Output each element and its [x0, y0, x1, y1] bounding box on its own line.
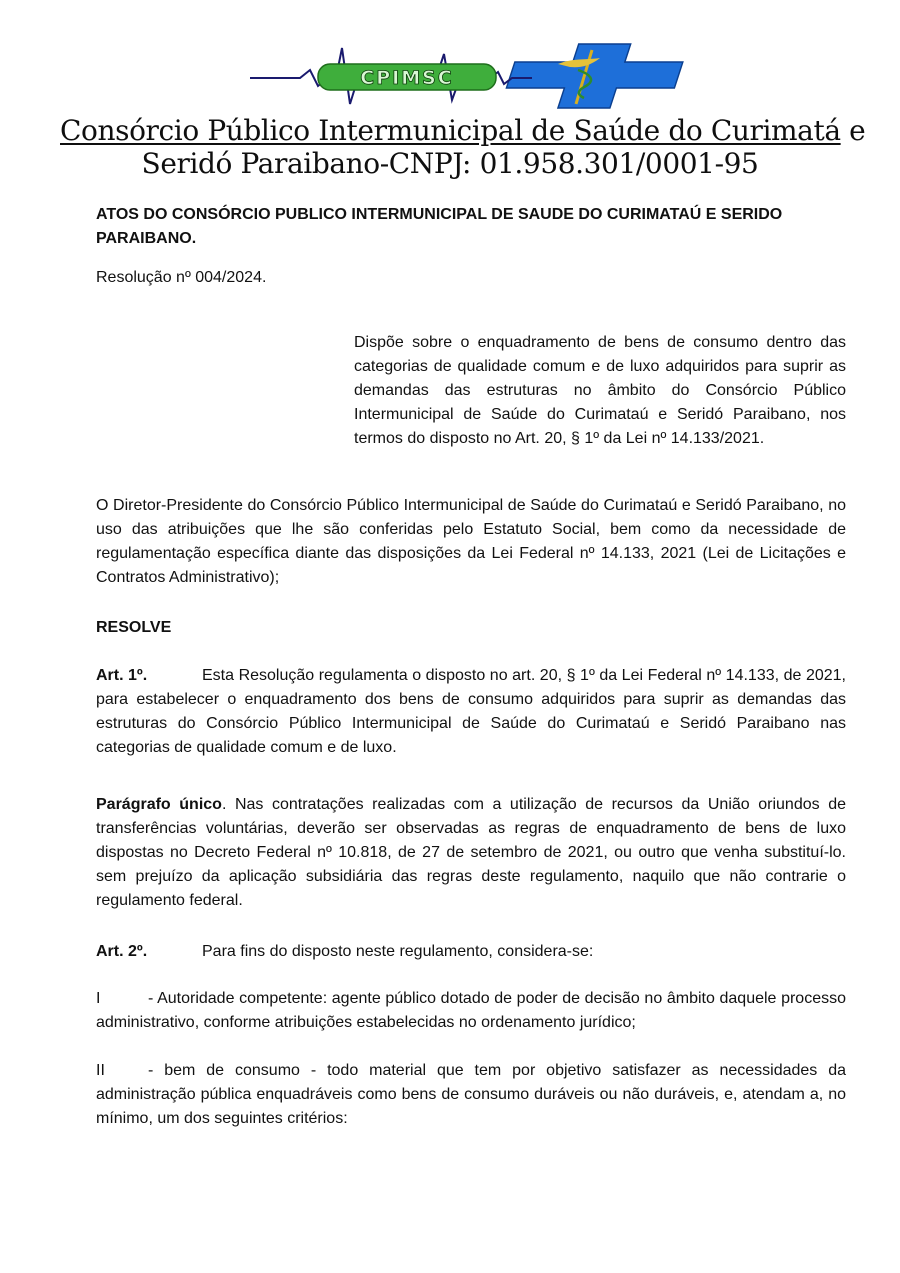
brand-plaque [318, 64, 496, 90]
paragrafo-unico [96, 793, 846, 913]
resolution-number: Resolução nº 004/2024. [96, 269, 267, 286]
article-2 [96, 940, 846, 964]
cpimsc-logo [240, 40, 700, 110]
consortium-name [60, 113, 866, 149]
item-text: - bem de consumo - todo material que tem por objetivo satisfazer as necessidades da administração pública enquadráveis como bens de consumo duráveis ou não duráveis, e, atendam a, no mínimo, um dos seguintes critérios: [96, 1062, 846, 1127]
article-1-label: Art. 1º. [96, 667, 148, 684]
preamble-paragraph: O Diretor-Presidente do Consórcio Público Intermunicipal de Saúde do Curimataú e Seridó Paraibano, no uso das atribuições que lhe são conferidas pelo Estatuto Social, bem como da necessidade de regulamentação específica diante das disposições da Lei Federal nº 14.133, 2021 (Lei de Licitações e Contratos Administrativo); [96, 497, 846, 586]
article-2-label: Art. 2º. [96, 943, 148, 960]
consortium-name-underlined: Consórcio Público Intermunicipal de Saúde do Curimatá [60, 114, 841, 147]
consortium-cnpj: Seridó Paraibano-CNPJ: 01.958.301/0001-95 [141, 147, 759, 180]
article-1 [96, 664, 846, 760]
article-2-text: Para fins do disposto neste regulamento, considera-se: [202, 943, 594, 960]
paragrafo-unico-label: Parágrafo único [96, 796, 222, 813]
logo-text: CPIMSC [360, 67, 454, 89]
list-item [96, 1059, 846, 1131]
item-numeral: II [96, 1062, 105, 1079]
resolve-heading: RESOLVE [96, 619, 172, 636]
item-numeral: I [96, 990, 101, 1007]
consortium-name-rest: e [840, 114, 866, 147]
paragrafo-unico-text: . Nas contratações realizadas com a utilização de recursos da União oriundos de transferências voluntárias, deverão ser observadas as regras de enquadramento de bens de luxo dispostas no Decreto Federal nº 10.818, de 27 de setembro de 2021, ou outro que venha substituí-lo. sem prejuízo da aplicação subsidiária das regras deste regulamento, naquilo que não contrarie o regulamento federal. [96, 796, 846, 909]
atos-title: ATOS DO CONSÓRCIO PUBLICO INTERMUNICIPAL DE SAUDE DO CURIMATAÚ E SERIDO PARAIBANO. [96, 206, 783, 247]
list-item [96, 987, 846, 1035]
item-text: - Autoridade competente: agente público dotado de poder de decisão no âmbito daquele processo administrativo, conforme atribuições estabelecidas no ordenamento jurídico; [96, 990, 846, 1031]
medical-cross-icon [500, 44, 689, 108]
ementa-paragraph: Dispõe sobre o enquadramento de bens de consumo dentro das categorias de qualidade comum e de luxo adquiridos para suprir as demandas das estruturas no âmbito do Consórcio Público Intermunicipal de Saúde do Curimataú e Seridó Paraibano, nos termos do disposto no Art. 20, § 1º da Lei nº 14.133/2021. [354, 334, 846, 447]
article-1-text: Esta Resolução regulamenta o disposto no art. 20, § 1º da Lei Federal nº 14.133, de 2021, para estabelecer o enquadramento dos bens de consumo adquiridos para suprir as demandas das estruturas do Consórcio Público Intermunicipal de Saúde do Curimataú e Seridó Paraibano nas categorias de qualidade comum e de luxo. [96, 667, 846, 756]
